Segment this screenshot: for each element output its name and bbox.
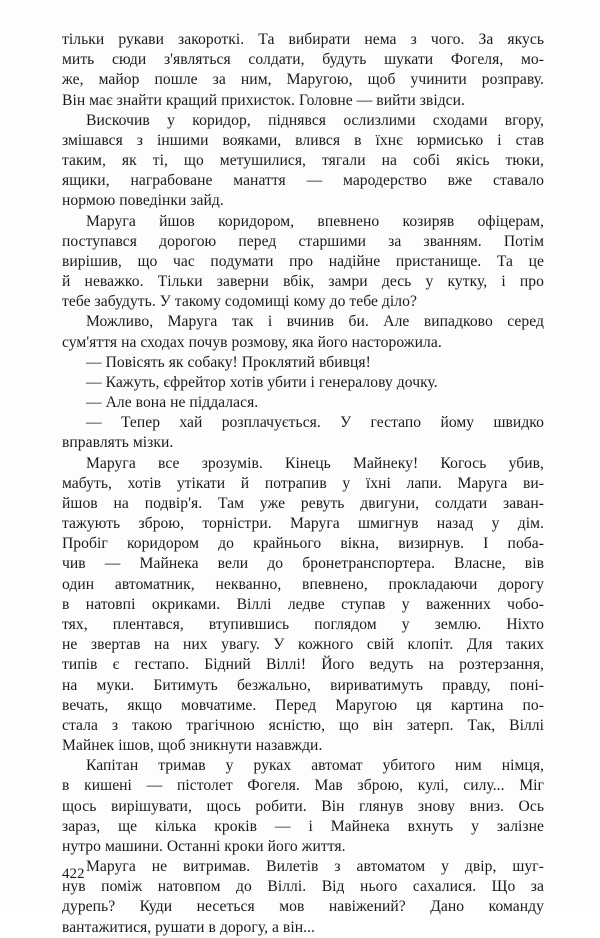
page-number: 422 bbox=[62, 866, 85, 882]
text-line: вантажитися, рушати в дорогу, а він... bbox=[62, 918, 315, 936]
text-line: змішався з іншими вояками, влився в їхнє юрмисько і став bbox=[62, 131, 544, 149]
text-line: вирішив, що час подумати про надійне пристанище. Та це bbox=[62, 252, 544, 270]
text-line: поступався дорогою перед старшими за званням. Потім bbox=[62, 232, 544, 250]
text-line: на муки. Битимуть безжально, вириватимуть правду, поні- bbox=[62, 676, 544, 694]
text-line: вправлять мізки. bbox=[62, 434, 174, 452]
text-line: щось вирішувати, щось робити. Він глянув знову вниз. Ось bbox=[62, 797, 544, 815]
text-line: мить сюди з'являться солдати, будуть шукати Фогеля, мо- bbox=[62, 51, 544, 69]
text-line: чив — Майнека вели до бронетранспортера. Власне, вів bbox=[62, 555, 544, 573]
text-line: Він має знайти кращий прихисток. Головне — вийти звідси. bbox=[62, 91, 465, 109]
text-line: й неважко. Тільки заверни вбік, замри десь у кутку, і про bbox=[62, 273, 544, 291]
text-line: тільки рукави закороткі. Та вибирати нема з чого. За якусь bbox=[62, 31, 544, 48]
text-line: ящики, награбоване манаття — мародерство вже ставало bbox=[62, 172, 544, 190]
text-line: вечать, якщо мовчатиме. Перед Маругою ця картина по- bbox=[62, 696, 544, 714]
text-line: — Повісять як собаку! Проклятий вбивця! bbox=[86, 353, 371, 371]
text-line: сум'яття на сходах почув розмову, яка його насторожила. bbox=[62, 333, 442, 351]
text-line: Маруга не витримав. Вилетів з автоматом у двір, шуг- bbox=[86, 858, 544, 876]
text-line: — Тепер хай розплачується. У гестапо йому швидко bbox=[86, 414, 544, 432]
text-line: йшов на подвір'я. Там уже ревуть двигуни, солдати заван- bbox=[62, 494, 544, 512]
text-line: один автоматник, некванно, впевнено, прокладаючи дорогу bbox=[62, 575, 544, 593]
text-line: же, майор пошле за ним, Маругою, щоб учинити розправу. bbox=[62, 71, 544, 89]
text-line: нув поміж натовпом до Віллі. Від нього сахалися. Що за bbox=[62, 878, 544, 896]
text-line: — Кажуть, єфрейтор хотів убити і генералову дочку. bbox=[86, 373, 438, 391]
text-line: тях, плентався, втупившись поглядом у землю. Ніхто bbox=[62, 615, 544, 633]
text-line: нормою поведінки зайд. bbox=[62, 192, 224, 210]
text-line: Капітан тримав у руках автомат убитого ним німця, bbox=[86, 757, 544, 775]
text-line: Вискочив у коридор, піднявся ослизлими сходами вгору, bbox=[86, 111, 544, 129]
text-line: Майнек ішов, щоб зникнути назавжди. bbox=[62, 737, 323, 755]
text-line: тажують зброю, торністри. Маруга шмигнув назад у дім. bbox=[62, 515, 544, 533]
text-line: типів є гестапо. Бідний Віллі! Його ведуть на розтерзання, bbox=[62, 656, 544, 674]
text-line: таким, як ті, що метушилися, тягали на собі якісь тюки, bbox=[62, 152, 544, 170]
text-line: в натовпі окриками. Віллі ледве ступав у важенних чобо- bbox=[62, 595, 544, 613]
text-line: зараз, ще кілька кроків — і Майнека вхнуть у залізне bbox=[62, 817, 544, 835]
text-line: Маруга йшов коридором, впевнено козиряв офіцерам, bbox=[86, 212, 544, 230]
body-text bbox=[62, 30, 544, 938]
text-line: мабуть, хотів утікати й потрапив у їхні лапи. Маруга ви- bbox=[62, 474, 544, 492]
text-line: Маруга все зрозумів. Кінець Майнеку! Когось убив, bbox=[86, 454, 544, 472]
text-line: не звертав на них увагу. У кожного свій клопіт. Для таких bbox=[62, 636, 544, 654]
text-line: тебе забудуть. У такому содомищі кому до тебе діло? bbox=[62, 293, 417, 311]
text-line: — Але вона не піддалася. bbox=[86, 394, 259, 412]
text-line: нутро машини. Останні кроки його життя. bbox=[62, 837, 346, 855]
text-line: Можливо, Маруга так і вчинив би. Але випадково серед bbox=[86, 313, 544, 331]
text-line: дурепь? Куди несеться мов навіжений? Дано команду bbox=[62, 898, 544, 916]
text-line: стала з такою трагічною ясністю, що він затерп. Так, Віллі bbox=[62, 716, 544, 734]
text-line: в кишені — пістолет Фогеля. Мав зброю, кулі, силу... Міг bbox=[62, 777, 544, 795]
text-line: Пробіг коридором до крайнього вікна, визирнув. І поба- bbox=[62, 535, 544, 553]
